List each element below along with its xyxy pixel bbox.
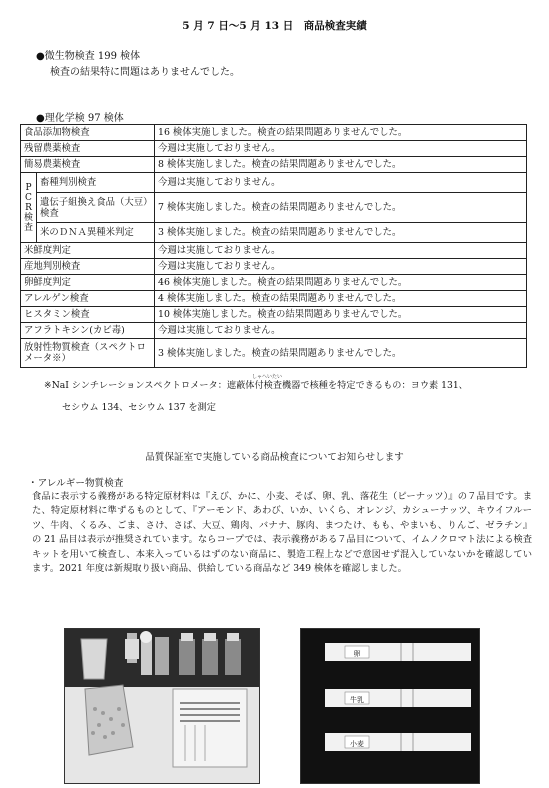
allergy-paragraph: 食品に表示する義務がある特定原材料は『えび、かに、小麦、そば、卵、乳、落花生（ピーナッツ）』の７品目です。また、特定原材料に準ずるものとして、『アーモンド、あわび、いか、いくら、オレンジ、カシューナッツ、キウイフルーツ、牛肉、くるみ、ごま、さけ、さば、大豆、鶏肉、バナナ、豚肉、まつたけ、もも、やまいも、りんご、ゼラチン』の 21 品目は表示が推奨されています。ならコープでは、表示義務がある７品目について、イムノクロマト法による検査キットを用いて検査し、本来入っているはずのない商品に、製造工程上などで意図せず混入していないかを確認しています。2021 年度は新規取り扱い商品、供給している商品など 349 検体を確認しました。 (32, 491, 532, 575)
test-strips-illustration (301, 629, 480, 784)
table-cell-result: 今週は実施しておりません。 (155, 243, 527, 259)
table-row (21, 259, 527, 275)
strip-label-egg: 卵 (353, 650, 361, 658)
footnote-line-2: セシウム 134、セシウム 137 を測定 (62, 402, 216, 413)
table-cell-item: 米のＤＮＡ異種米判定 (37, 223, 155, 243)
pcr-label-char: C (25, 192, 32, 203)
table-cell-item: 産地判別検査 (21, 259, 155, 275)
table-cell-item: 米鮮度判定 (21, 243, 155, 259)
table-cell-item: 放射性物質検査（スペクトロメータ※） (21, 339, 155, 368)
table-row (21, 173, 527, 193)
allergy-heading: ・アレルギー物質検査 (28, 478, 124, 489)
table-cell-result: 7 検体実施しました。検査の結果問題ありませんでした。 (155, 193, 527, 223)
table-cell-item: ヒスタミン検査 (21, 307, 155, 323)
table-cell-item: 残留農薬検査 (21, 141, 155, 157)
table-row (21, 291, 527, 307)
table-row (21, 275, 527, 291)
pcr-side-label (21, 173, 37, 243)
test-kit-photo (64, 628, 260, 784)
table-cell-result: 10 検体実施しました。検査の結果問題ありませんでした。 (155, 307, 527, 323)
table-cell-result: 3 検体実施しました。検査の結果問題ありませんでした。 (155, 339, 527, 368)
table-cell-result: 4 検体実施しました。検査の結果問題ありませんでした。 (155, 291, 527, 307)
table-cell-result: 今週は実施しておりません。 (155, 259, 527, 275)
table-cell-result: 16 検体実施しました。検査の結果問題ありませんでした。 (155, 125, 527, 141)
pcr-label-char: 検 (23, 212, 33, 223)
table-row (21, 339, 527, 368)
table-row (21, 223, 527, 243)
table-row (21, 141, 527, 157)
table-row (21, 157, 527, 173)
micro-heading: ●微生物検査 199 検体 (36, 51, 141, 62)
page-title: 5 月 7 日～5 月 13 日 商品検査実績 (182, 20, 367, 32)
table-row (21, 243, 527, 259)
table-cell-result: 3 検体実施しました。検査の結果問題ありませんでした。 (155, 223, 527, 243)
table-row (21, 307, 527, 323)
table-cell-item: 畜種判別検査 (37, 173, 155, 193)
inspection-table (20, 124, 527, 368)
table-cell-result: 46 検体実施しました。検査の結果問題ありませんでした。 (155, 275, 527, 291)
info-heading: 品質保証室で実施している商品検査についてお知らせします (145, 452, 404, 463)
micro-text: 検査の結果特に問題はありませんでした。 (50, 67, 240, 78)
table-row (21, 125, 527, 141)
table-cell-item: 食品添加物検査 (21, 125, 155, 141)
pcr-label-char: 査 (23, 222, 33, 233)
strip-label-milk: 牛乳 (350, 696, 364, 704)
table-cell-item: アフラトキシン(カビ毒) (21, 323, 155, 339)
strip-label-wheat: 小麦 (350, 740, 364, 748)
test-kit-illustration (65, 629, 260, 784)
pcr-label-char: R (25, 202, 32, 213)
table-cell-result: 今週は実施しておりません。 (155, 173, 527, 193)
table-cell-result: 8 検体実施しました。検査の結果問題ありませんでした。 (155, 157, 527, 173)
table-cell-item: 簡易農薬検査 (21, 157, 155, 173)
table-row (21, 193, 527, 223)
table-cell-item: アレルゲン検査 (21, 291, 155, 307)
physchem-heading: ●理化学検 97 検体 (36, 113, 124, 124)
table-row (21, 323, 527, 339)
pcr-label-char: P (25, 182, 32, 193)
test-strip-photo (300, 628, 480, 784)
footnote-line-1: ※NaI シンチレーションスペクトロメータ：遮蔽体付検査機器で核種を特定できるもの：ヨウ素 131、 (44, 380, 468, 391)
table-cell-item: 卵鮮度判定 (21, 275, 155, 291)
table-cell-item: 遺伝子組換え食品（大豆）検査 (37, 193, 155, 223)
table-cell-result: 今週は実施しておりません。 (155, 141, 527, 157)
ruby-annotation: しゃへいたい (252, 374, 283, 380)
table-cell-result: 今週は実施しておりません。 (155, 323, 527, 339)
